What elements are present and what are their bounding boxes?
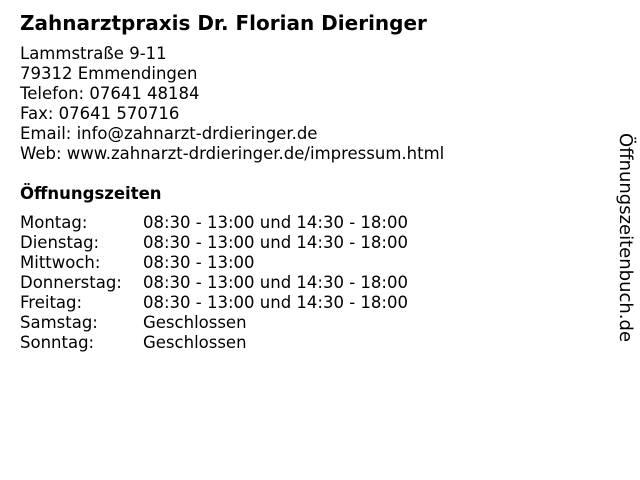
email-address: Email: info@zahnarzt-drdieringer.de xyxy=(20,124,318,143)
time-value: 08:30 - 13:00 und 14:30 - 18:00 xyxy=(143,213,408,232)
time-value: Geschlossen xyxy=(143,333,247,352)
time-value: 08:30 - 13:00 xyxy=(143,253,255,272)
time-value: Geschlossen xyxy=(143,313,247,332)
time-value: 08:30 - 13:00 und 14:30 - 18:00 xyxy=(143,273,408,292)
day-label: Mittwoch: xyxy=(20,253,101,272)
time-value: 08:30 - 13:00 und 14:30 - 18:00 xyxy=(143,233,408,252)
address-block xyxy=(20,44,444,164)
fax-number: Fax: 07641 570716 xyxy=(20,104,180,123)
website-address: Web: www.zahnarzt-drdieringer.de/impressum.html xyxy=(20,144,445,163)
day-label: Freitag: xyxy=(20,293,83,312)
day-label: Samstag: xyxy=(20,313,98,332)
city-address: 79312 Emmendingen xyxy=(20,64,198,83)
day-label: Donnerstag: xyxy=(20,273,122,292)
time-value: 08:30 - 13:00 und 14:30 - 18:00 xyxy=(143,293,408,312)
street-address: Lammstraße 9-11 xyxy=(20,44,167,63)
practice-title: Zahnarztpraxis Dr. Florian Dieringer xyxy=(20,11,427,35)
opening-hours-heading: Öffnungszeiten xyxy=(20,184,162,203)
day-label: Montag: xyxy=(20,213,88,232)
day-label: Sonntag: xyxy=(20,333,95,352)
phone-number: Telefon: 07641 48184 xyxy=(20,84,200,103)
site-watermark-label: Öffnungszeitenbuch.de xyxy=(615,133,636,343)
day-label: Dienstag: xyxy=(20,233,100,252)
